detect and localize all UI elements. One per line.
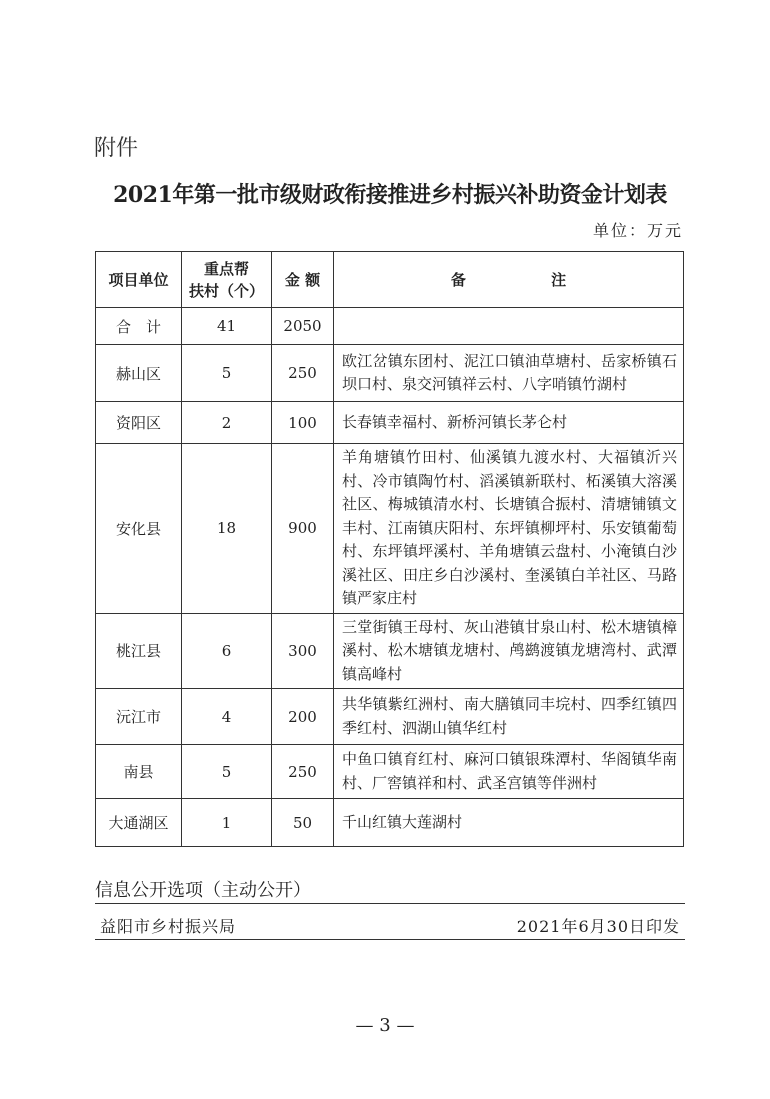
row-unit: 沅江市 [96, 689, 182, 745]
row-note: 三堂街镇王母村、灰山港镇甘泉山村、松木塘镇樟溪村、松木塘镇龙塘村、鸬鹚渡镇龙塘湾村、武潭镇高峰村 [334, 613, 684, 689]
header-note: 备 注 [334, 252, 684, 308]
row-note: 中鱼口镇育红村、麻河口镇银珠潭村、华阁镇华南村、厂窖镇祥和村、武圣宫镇等伴洲村 [334, 745, 684, 799]
row-villages: 18 [182, 444, 272, 614]
unit-label: 单位：万元 [592, 221, 683, 240]
row-unit: 大通湖区 [96, 799, 182, 847]
row-amount: 250 [272, 745, 334, 799]
table-row [96, 745, 684, 799]
page-number: — 3 — [355, 1015, 415, 1036]
row-amount: 100 [272, 402, 334, 444]
disclosure-option: 信息公开选项（主动公开） [95, 880, 311, 901]
header-villages-line2: 扶村（个） [188, 281, 264, 300]
row-amount: 200 [272, 689, 334, 745]
table-row [96, 799, 684, 847]
row-villages: 6 [182, 613, 272, 689]
table-row [96, 402, 684, 444]
row-amount: 300 [272, 613, 334, 689]
document-title: 2021年第一批市级财政衔接推进乡村振兴补助资金计划表 [113, 182, 667, 208]
row-villages: 5 [182, 345, 272, 402]
header-unit: 项目单位 [96, 252, 182, 308]
row-villages: 2 [182, 402, 272, 444]
row-note: 欧江岔镇东团村、泥江口镇油草塘村、岳家桥镇石坝口村、泉交河镇祥云村、八字哨镇竹湖村 [334, 345, 684, 402]
row-villages: 4 [182, 689, 272, 745]
total-row [96, 308, 684, 345]
row-villages: 1 [182, 799, 272, 847]
table-row [96, 689, 684, 745]
footer-rule-top [95, 903, 685, 904]
row-unit: 资阳区 [96, 402, 182, 444]
row-unit: 赫山区 [96, 345, 182, 402]
row-note: 羊角塘镇竹田村、仙溪镇九渡水村、大福镇沂兴村、冷市镇陶竹村、滔溪镇新联村、柘溪镇大溶溪社区、梅城镇清水村、长塘镇合振村、清塘铺镇文丰村、江南镇庆阳村、东坪镇柳坪村、乐安镇葡萄村、东坪镇坪溪村、羊角塘镇云盘村、小淹镇白沙溪社区、田庄乡白沙溪村、奎溪镇白羊社区、马路镇严家庄村 [334, 444, 684, 614]
row-amount: 900 [272, 444, 334, 614]
footer-rule-bottom [95, 939, 685, 940]
row-unit: 安化县 [96, 444, 182, 614]
total-villages: 41 [182, 308, 272, 345]
total-unit: 合 计 [96, 308, 182, 345]
row-unit: 南县 [96, 745, 182, 799]
issue-date: 2021年6月30日印发 [516, 917, 680, 936]
total-amount: 2050 [272, 308, 334, 345]
fund-plan-table [95, 251, 684, 847]
header-villages [182, 252, 272, 308]
row-note: 共华镇紫红洲村、南大膳镇同丰垸村、四季红镇四季红村、泗湖山镇华红村 [334, 689, 684, 745]
row-amount: 50 [272, 799, 334, 847]
header-villages-line1: 重点帮 [203, 259, 249, 278]
table-header-row [96, 252, 684, 308]
row-note: 千山红镇大莲湖村 [334, 799, 684, 847]
attachment-label: 附件 [94, 136, 139, 161]
row-amount: 250 [272, 345, 334, 402]
row-unit: 桃江县 [96, 613, 182, 689]
table-row [96, 345, 684, 402]
row-villages: 5 [182, 745, 272, 799]
table-row [96, 444, 684, 614]
total-note [334, 308, 684, 345]
header-amount: 金 额 [272, 252, 334, 308]
issuer: 益阳市乡村振兴局 [100, 917, 237, 936]
table-row [96, 613, 684, 689]
row-note: 长春镇幸福村、新桥河镇长茅仑村 [334, 402, 684, 444]
